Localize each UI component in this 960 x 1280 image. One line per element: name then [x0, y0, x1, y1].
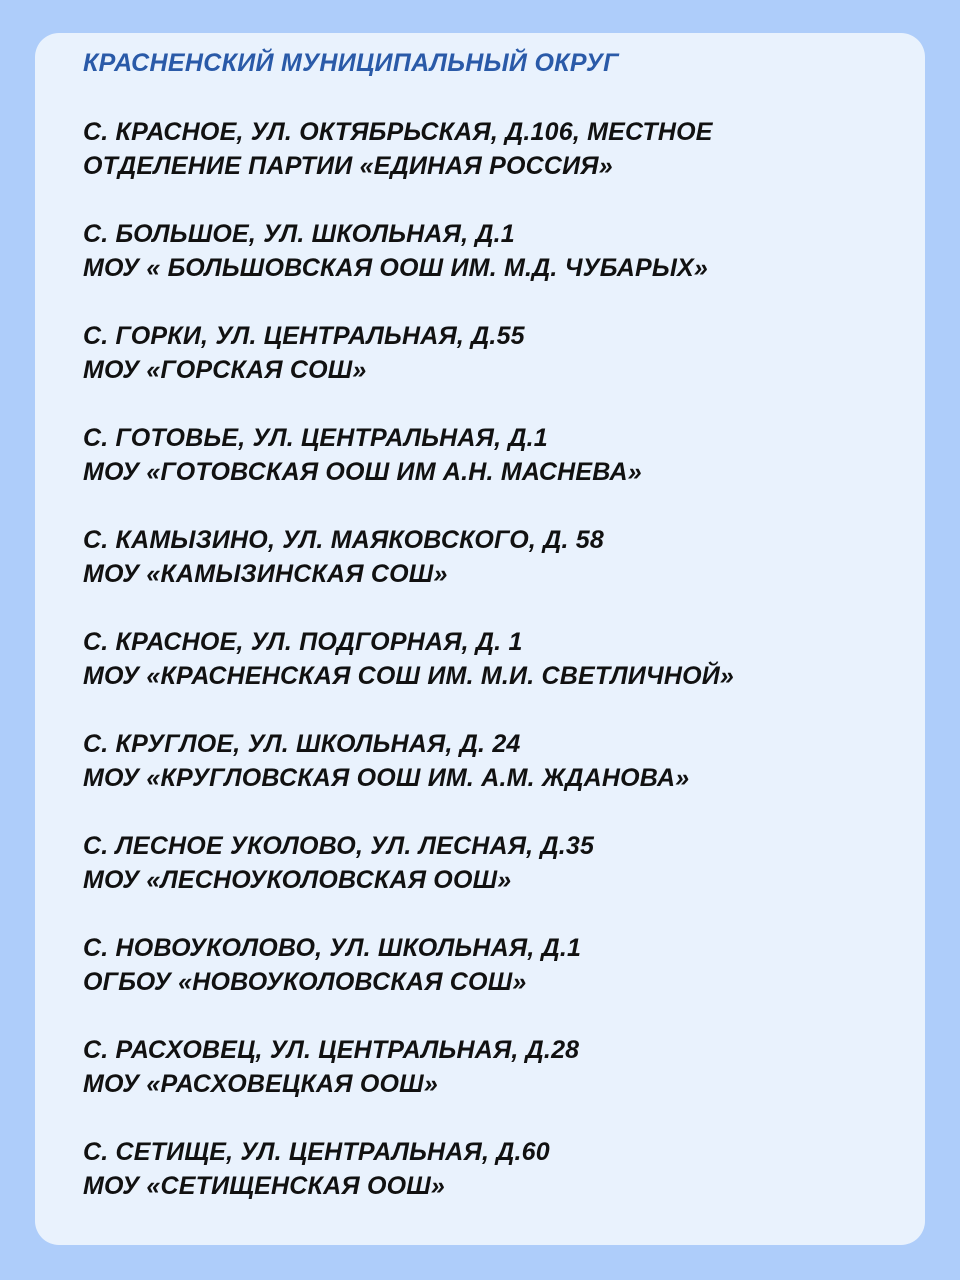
address-entry — [83, 115, 905, 217]
institution-line: МОУ «ЛЕСНОУКОЛОВСКАЯ ООШ» — [83, 866, 512, 894]
institution-line: МОУ «ГОТОВСКАЯ ООШ ИМ А.Н. МАСНЕВА» — [83, 458, 642, 486]
institution-line: МОУ «ГОРСКАЯ СОШ» — [83, 356, 367, 384]
address-entry — [83, 625, 905, 727]
address-entry — [83, 1033, 905, 1135]
address-line: С. ГОТОВЬЕ, УЛ. ЦЕНТРАЛЬНАЯ, Д.1 — [83, 424, 548, 452]
address-entry — [83, 421, 905, 523]
address-card — [35, 33, 925, 1245]
address-list — [83, 115, 905, 1237]
address-entry — [83, 1135, 905, 1237]
address-line: С. КРУГЛОЕ, УЛ. ШКОЛЬНАЯ, Д. 24 — [83, 730, 521, 758]
district-title: КРАСНЕНСКИЙ МУНИЦИПАЛЬНЫЙ ОКРУГ — [83, 49, 619, 77]
address-line: С. НОВОУКОЛОВО, УЛ. ШКОЛЬНАЯ, Д.1 — [83, 934, 582, 962]
institution-line: МОУ «КРАСНЕНСКАЯ СОШ ИМ. М.И. СВЕТЛИЧНОЙ» — [83, 662, 734, 690]
address-entry — [83, 523, 905, 625]
address-entry — [83, 829, 905, 931]
address-line: С. КРАСНОЕ, УЛ. ПОДГОРНАЯ, Д. 1 — [83, 628, 523, 656]
address-line: С. СЕТИЩЕ, УЛ. ЦЕНТРАЛЬНАЯ, Д.60 — [83, 1138, 550, 1166]
address-line: С. РАСХОВЕЦ, УЛ. ЦЕНТРАЛЬНАЯ, Д.28 — [83, 1036, 580, 1064]
address-entry — [83, 319, 905, 421]
address-line: С. ГОРКИ, УЛ. ЦЕНТРАЛЬНАЯ, Д.55 — [83, 322, 525, 350]
institution-line: ОТДЕЛЕНИЕ ПАРТИИ «ЕДИНАЯ РОССИЯ» — [83, 152, 613, 180]
institution-line: МОУ « БОЛЬШОВСКАЯ ООШ ИМ. М.Д. ЧУБАРЫХ» — [83, 254, 708, 282]
address-line: С. КРАСНОЕ, УЛ. ОКТЯБРЬСКАЯ, Д.106, МЕСТНОЕ — [83, 118, 713, 146]
address-line: С. КАМЫЗИНО, УЛ. МАЯКОВСКОГО, Д. 58 — [83, 526, 604, 554]
institution-line: МОУ «РАСХОВЕЦКАЯ ООШ» — [83, 1070, 438, 1098]
institution-line: ОГБОУ «НОВОУКОЛОВСКАЯ СОШ» — [83, 968, 527, 996]
institution-line: МОУ «КАМЫЗИНСКАЯ СОШ» — [83, 560, 448, 588]
address-line: С. БОЛЬШОЕ, УЛ. ШКОЛЬНАЯ, Д.1 — [83, 220, 515, 248]
address-line: С. ЛЕСНОЕ УКОЛОВО, УЛ. ЛЕСНАЯ, Д.35 — [83, 832, 595, 860]
institution-line: МОУ «КРУГЛОВСКАЯ ООШ ИМ. А.М. ЖДАНОВА» — [83, 764, 690, 792]
address-entry — [83, 931, 905, 1033]
address-entry — [83, 217, 905, 319]
address-entry — [83, 727, 905, 829]
institution-line: МОУ «СЕТИЩЕНСКАЯ ООШ» — [83, 1172, 446, 1200]
